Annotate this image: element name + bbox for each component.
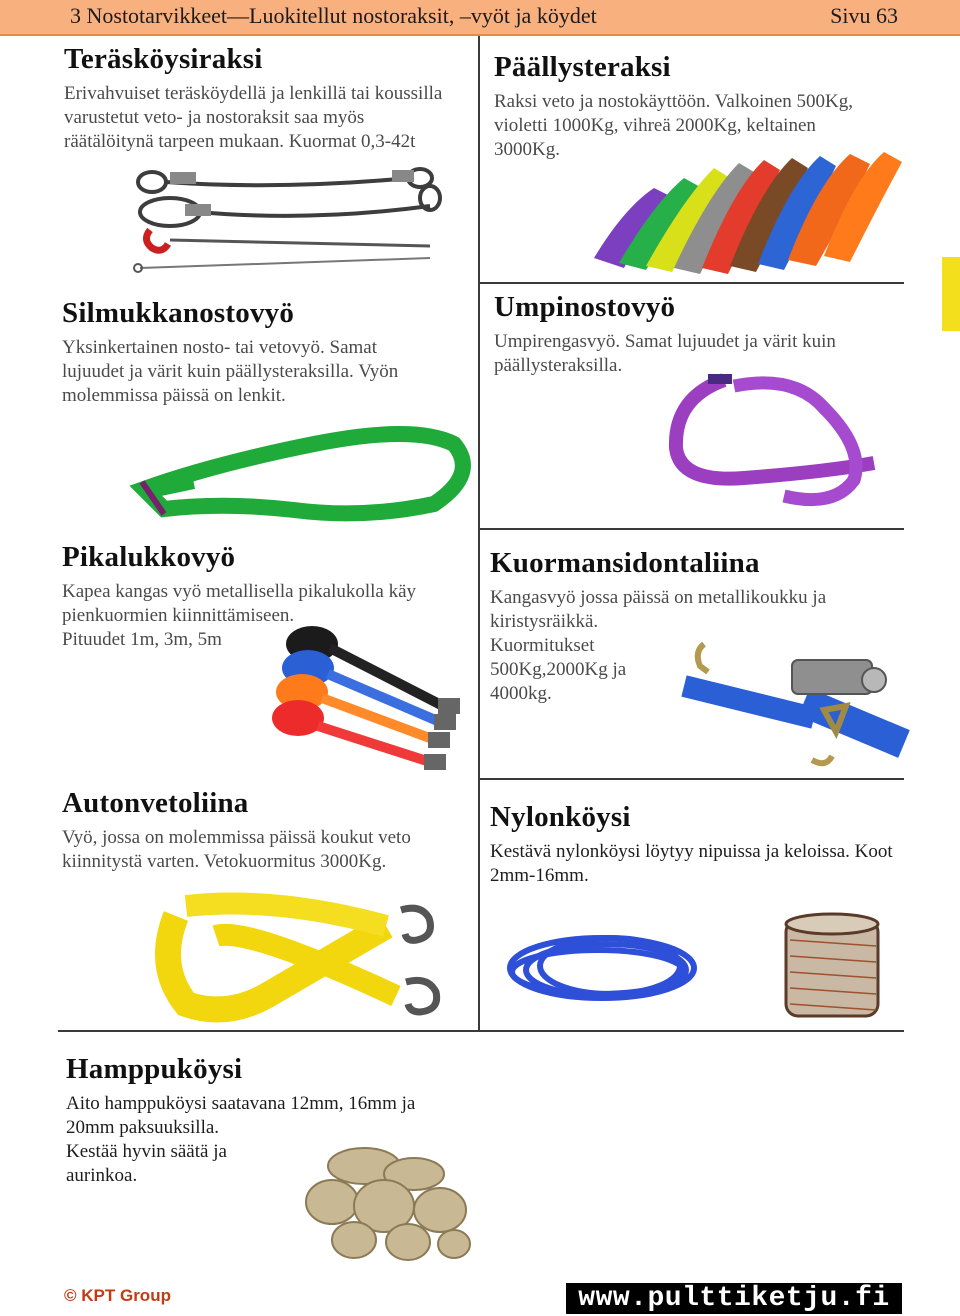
section-text: Kestävä nylonköysi löytyy nipuissa ja keloissa. Koot 2mm-16mm. <box>490 841 893 886</box>
section-text: Umpirengasvyö. Samat lujuudet ja värit kuin päällysteraksilla. <box>494 331 836 376</box>
side-tab-marker <box>942 257 960 331</box>
cam-buckle-straps-image <box>270 622 470 777</box>
section-title: Autonvetoliina <box>62 787 249 819</box>
section-text: Kapea kangas vyö metallisella pikalukolla käy pienkuormien kiinnittämiseen. <box>62 581 417 626</box>
section-autonveto <box>62 786 472 874</box>
section-text: Vyö, jossa on molemmissa päissä koukut veto kiinnitystä varten. Vetokuormitus 3000Kg. <box>62 827 411 872</box>
section-text: Raksi veto ja nostokäyttöön. Valkoinen 500Kg, violetti 1000Kg, vihreä 2000Kg, keltainen 3000Kg. <box>494 91 854 160</box>
brand-label: © KPT Group <box>64 1286 171 1305</box>
section-terasraksi <box>64 42 464 154</box>
row-divider <box>58 1030 478 1032</box>
endless-sling-image <box>664 368 894 518</box>
section-text: Aito hamppuköysi saatavana 12mm, 16mm ja 20mm paksuuksilla. <box>66 1093 416 1138</box>
section-title: Hamppuköysi <box>66 1053 243 1085</box>
section-nylon <box>490 800 900 888</box>
section-text-weather: Kestää hyvin säätä ja aurinkoa. <box>66 1141 227 1186</box>
section-text-lengths: Pituudet 1m, 3m, 5m <box>62 629 222 650</box>
section-title: Silmukkanostovyö <box>62 297 295 329</box>
nylon-rope-image <box>506 910 886 1030</box>
section-text: Kangasvyö jossa päissä on metallikoukku ja kiristysräikkä. <box>490 587 827 632</box>
section-text: Erivahvuiset teräsköydellä ja lenkillä tai koussilla varustetut veto- ja nostoraksit saa myös räätälöitynä tarpeen mukaan. Kuormat 0,3-42t <box>64 83 443 152</box>
page-title: 3 Nostotarvikkeet—Luokitellut nostoraksit, –vyöt ja köydet <box>70 3 597 28</box>
page-header <box>0 0 960 36</box>
tow-strap-image <box>156 886 456 1026</box>
page-number: Sivu 63 <box>830 3 898 28</box>
row-divider <box>480 282 904 284</box>
section-title: Nylonköysi <box>490 801 631 833</box>
section-text: Yksinkertainen nosto- tai vetovyö. Samat lujuudet ja värit kuin päällysteraksilla. Vyön molemmissa päissä on lenkit. <box>62 337 399 406</box>
ratchet-strap-image <box>684 636 904 776</box>
section-title: Kuormansidontaliina <box>490 547 760 579</box>
section-text-loads: Kuormitukset 500Kg,2000Kg ja 4000kg. <box>490 635 627 704</box>
row-divider <box>480 1030 904 1032</box>
section-silmukka <box>62 296 462 408</box>
website-link[interactable]: www.pulttiketju.fi <box>566 1283 902 1314</box>
section-title: Päällysteraksi <box>494 51 671 83</box>
eye-sling-image <box>134 414 474 524</box>
section-title: Umpinostovyö <box>494 291 676 323</box>
column-divider <box>478 36 480 1032</box>
section-umpi <box>494 290 894 378</box>
section-title: Teräsköysiraksi <box>64 43 263 75</box>
section-title: Pikalukkovyö <box>62 541 236 573</box>
hemp-rope-image <box>304 1144 474 1262</box>
row-divider <box>480 778 904 780</box>
round-slings-image <box>584 148 904 278</box>
row-divider <box>480 528 904 530</box>
wire-rope-sling-image <box>130 150 440 280</box>
section-paallysteraksi <box>494 50 894 162</box>
